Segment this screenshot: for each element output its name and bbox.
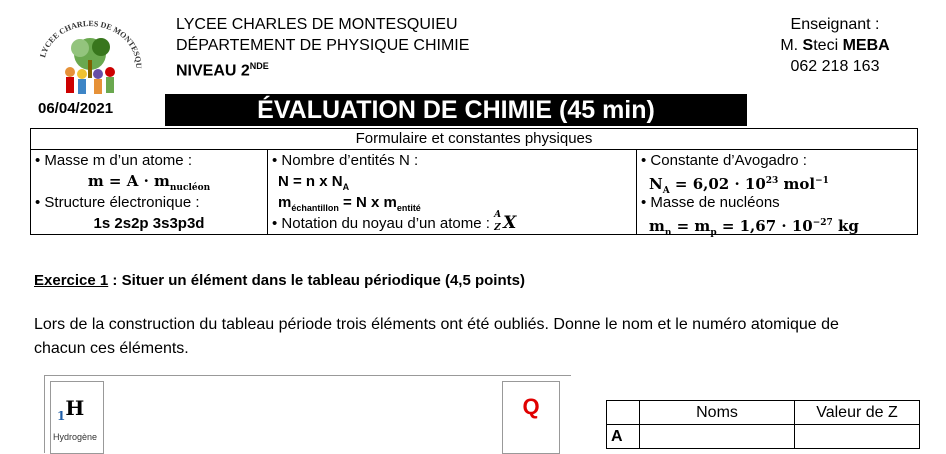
periodic-table: [44, 375, 571, 453]
col1-item2: • Structure électronique :: [35, 194, 200, 211]
teacher-prefix: M.: [780, 37, 799, 54]
answer-row: [607, 425, 920, 449]
formulary-col-3: [637, 150, 918, 238]
school-info: [176, 14, 469, 81]
hydrogen-name: Hydrogène: [53, 432, 98, 442]
answer-header-z: Valeur de Z: [795, 401, 920, 425]
exam-title: ÉVALUATION DE CHIMIE (45 min): [165, 94, 747, 126]
hydrogen-cell: [50, 381, 104, 454]
answer-name-cell[interactable]: [640, 425, 795, 449]
exercise-title-text: : Situer un élément dans le tableau périodique (4,5 points): [108, 272, 525, 289]
unknown-element-q: Q: [502, 381, 560, 454]
electron-config: 1s 2s2p 3s3p3d: [93, 215, 205, 232]
nucleon-c: = 1,67 · 10: [716, 217, 813, 235]
col2-formula2-a: m: [278, 194, 292, 211]
teacher-last: MEBA: [842, 37, 890, 54]
notation-sub: Z: [494, 223, 501, 233]
col3-item2-text: Masse de nucléons: [650, 194, 780, 211]
answer-header-corner: [607, 401, 640, 425]
col2-formula2: [272, 192, 632, 213]
nucleon-exp: −27: [812, 218, 833, 228]
nucleon-d: kg: [832, 217, 859, 235]
avogadro-b: = 6,02 · 10: [669, 175, 766, 193]
answer-z-cell[interactable]: [795, 425, 920, 449]
school-logo: [30, 14, 148, 100]
formulary-table: [30, 128, 918, 238]
nucleon-a: m: [649, 217, 665, 235]
exercise-label: Exercice 1: [34, 272, 109, 289]
col2-formula2-sub-b: entité: [396, 203, 421, 213]
nucleon-sub-b: p: [710, 228, 717, 238]
avogadro-exp2: −1: [815, 176, 829, 186]
avogadro-sub: A: [662, 186, 670, 196]
nucleon-sub-a: n: [664, 228, 672, 238]
col2-item2-text: Notation du noyau d’un atome :: [281, 215, 490, 232]
level: [176, 56, 469, 81]
exercise-title: [34, 272, 525, 289]
notation-symbol: X: [503, 213, 517, 233]
avogadro-a: N: [649, 175, 663, 193]
col3-item1-text: Constante d’Avogadro :: [650, 152, 807, 169]
avogadro-formula: [641, 171, 913, 196]
nucleus-notation: [494, 210, 517, 234]
exercise-instructions: Lors de la construction du tableau période trois éléments ont été oubliés. Donne le nom et le numéro atomique de chacun ces éléments.: [34, 316, 839, 357]
col1-item1: • Masse m d’un atome :: [35, 152, 192, 169]
hydrogen-number: 1: [57, 409, 66, 423]
col2-formula1: [272, 171, 632, 192]
answer-table: [606, 400, 920, 449]
col1-item1-text: Masse m d’un atome :: [44, 152, 192, 169]
notation-sup: A: [494, 210, 502, 220]
answer-header-row: [607, 401, 920, 425]
col2-formula1-sub: A: [342, 182, 350, 192]
teacher-name: [760, 35, 910, 56]
logo-text: LYCEE CHARLES DE MONTESQU: [38, 18, 144, 69]
level-sup: NDE: [249, 61, 269, 71]
col2-formula2-sub-a: échantillon: [291, 203, 339, 213]
teacher-info: [760, 14, 910, 77]
col2-item1-text: Nombre d’entités N :: [281, 152, 419, 169]
nucleon-b: = m: [671, 217, 711, 235]
answer-row-label: A: [607, 425, 640, 449]
department: DÉPARTEMENT DE PHYSIQUE CHIMIE: [176, 37, 470, 54]
col3-item1: • Constante d’Avogadro :: [641, 152, 807, 169]
avogadro-c: mol: [778, 175, 816, 193]
col3-item2: • Masse de nucléons: [641, 194, 780, 211]
teacher-label: Enseignant :: [790, 16, 880, 33]
hydrogen-symbol: [57, 396, 84, 423]
nucleon-mass-formula: [641, 213, 913, 238]
col2-formula2-b: = N x m: [338, 194, 397, 211]
col1-formula1-text: m = A · m: [87, 172, 170, 190]
teacher-phone: 062 218 163: [790, 58, 880, 75]
col2-item2: • Notation du noyau d’un atome : A Z X: [272, 213, 632, 234]
hydrogen-letter: H: [65, 396, 85, 420]
formulary-heading: Formulaire et constantes physiques: [31, 129, 918, 150]
col1-formula1: [35, 171, 263, 192]
col2-formula1-text: N = n x N: [278, 173, 343, 190]
school-name: LYCEE CHARLES DE MONTESQUIEU: [176, 16, 458, 33]
formulary-col-2: [268, 150, 637, 235]
level-text: NIVEAU 2: [176, 62, 250, 80]
formulary-col-1: [31, 150, 268, 235]
exam-date: 06/04/2021: [38, 100, 114, 117]
col2-item1: • Nombre d’entités N :: [272, 152, 419, 169]
answer-header-noms: Noms: [640, 401, 795, 425]
col1-item2-text: Structure électronique :: [44, 194, 200, 211]
teacher-initial: S: [802, 37, 814, 54]
teacher-first: teci: [813, 37, 839, 54]
col1-formula1-sub: nucléon: [169, 183, 211, 193]
avogadro-exp: 23: [765, 176, 779, 186]
